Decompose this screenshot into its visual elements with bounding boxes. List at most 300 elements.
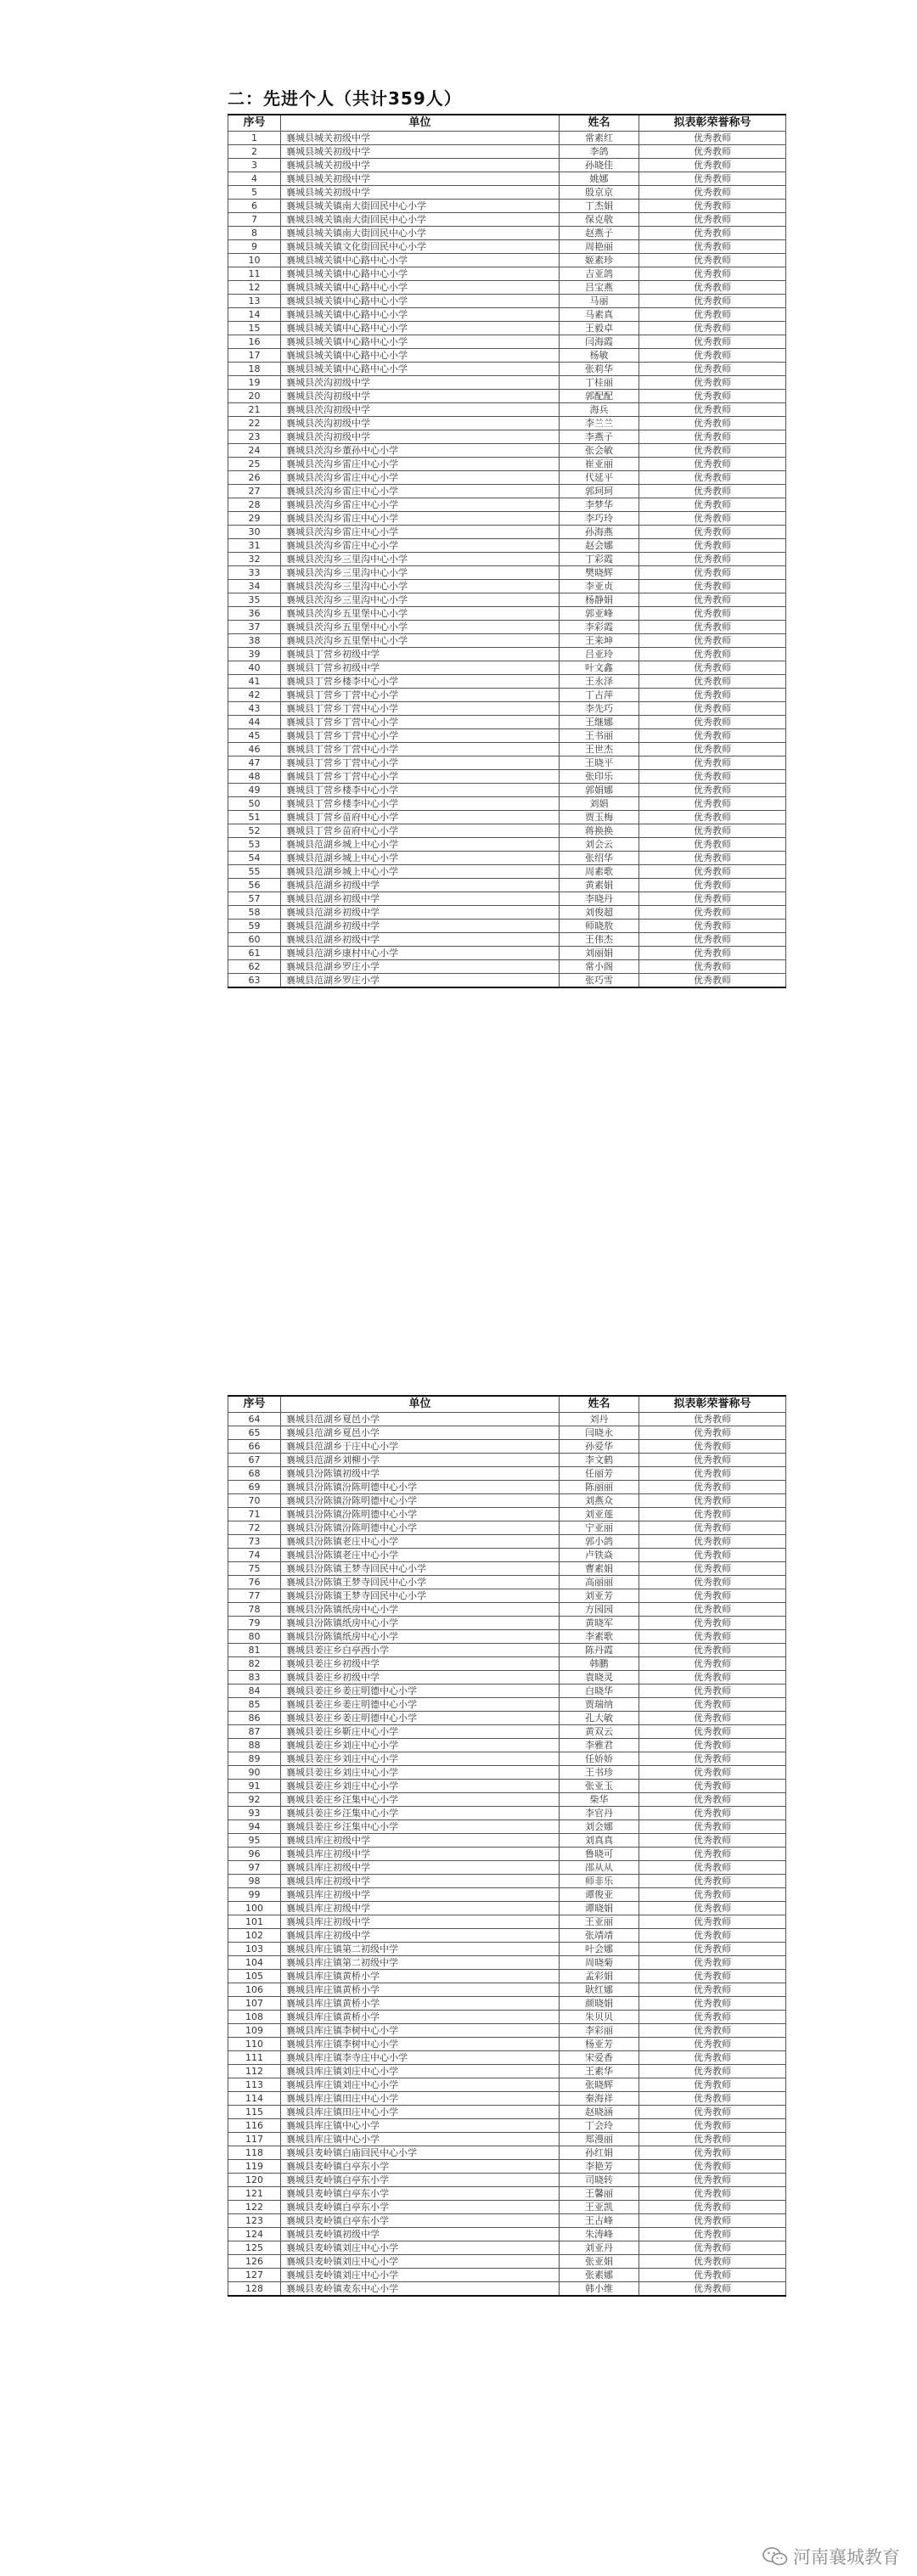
cell-index: 17 [228, 349, 281, 363]
cell-name: 郭亚峰 [560, 607, 639, 621]
cell-index: 30 [228, 526, 281, 539]
table-row [228, 1521, 786, 1535]
cell-honor: 优秀教师 [639, 213, 786, 227]
cell-honor: 优秀教师 [639, 1902, 786, 1915]
cell-unit: 襄城县丁营乡丁营中心小学 [281, 756, 560, 770]
cell-name: 贾玉梅 [560, 811, 639, 824]
cell-honor: 优秀教师 [639, 756, 786, 770]
cell-honor: 优秀教师 [639, 580, 786, 593]
cell-name: 孟彩娟 [560, 1970, 639, 1983]
table-row [228, 756, 786, 770]
table-row [228, 308, 786, 322]
cell-unit: 襄城县库庄镇中心小学 [281, 2133, 560, 2146]
table-row [228, 1698, 786, 1712]
cell-index: 6 [228, 200, 281, 213]
cell-index: 62 [228, 960, 281, 974]
table-row [228, 1725, 786, 1739]
table-row [228, 213, 786, 227]
cell-unit: 襄城县茨沟初级中学 [281, 376, 560, 390]
cell-honor: 优秀教师 [639, 363, 786, 376]
table-row [228, 1875, 786, 1888]
cell-unit: 襄城县城关镇南大街回民中心小学 [281, 213, 560, 227]
cell-index: 90 [228, 1766, 281, 1780]
cell-unit: 襄城县库庄镇第二初级中学 [281, 1956, 560, 1970]
cell-name: 李兰兰 [560, 417, 639, 430]
cell-honor: 优秀教师 [639, 132, 786, 145]
cell-name: 袁晓灵 [560, 1671, 639, 1685]
cell-name: 陈丹霞 [560, 1644, 639, 1657]
cell-index: 22 [228, 417, 281, 430]
cell-name: 朱贝贝 [560, 2011, 639, 2024]
cell-unit: 襄城县姜庄乡刘庄中心小学 [281, 1739, 560, 1752]
cell-name: 保克敬 [560, 213, 639, 227]
table-row [228, 1426, 786, 1440]
cell-honor: 优秀教师 [639, 1617, 786, 1630]
cell-unit: 襄城县库庄镇黄桥小学 [281, 1997, 560, 2011]
cell-index: 89 [228, 1752, 281, 1766]
cell-index: 28 [228, 498, 281, 512]
col-header-unit: 单位 [281, 115, 560, 132]
table-row [228, 335, 786, 349]
cell-name: 常素红 [560, 132, 639, 145]
table-row [228, 2065, 786, 2078]
cell-honor: 优秀教师 [639, 1929, 786, 1943]
cell-name: 王永泽 [560, 675, 639, 689]
cell-honor: 优秀教师 [639, 947, 786, 960]
cell-unit: 襄城县城关镇中心路中心小学 [281, 322, 560, 335]
cell-name: 叶会娜 [560, 1943, 639, 1956]
cell-index: 97 [228, 1861, 281, 1875]
cell-honor: 优秀教师 [639, 2160, 786, 2174]
cell-honor: 优秀教师 [639, 1494, 786, 1508]
cell-index: 40 [228, 661, 281, 675]
cell-index: 36 [228, 607, 281, 621]
cell-index: 102 [228, 1929, 281, 1943]
cell-unit: 襄城县范湖乡康村中心小学 [281, 947, 560, 960]
cell-honor: 优秀教师 [639, 675, 786, 689]
cell-name: 闫海霞 [560, 335, 639, 349]
table-row [228, 1712, 786, 1725]
cell-index: 11 [228, 267, 281, 281]
table-row [228, 417, 786, 430]
cell-index: 75 [228, 1562, 281, 1576]
cell-honor: 优秀教师 [639, 634, 786, 648]
cell-index: 9 [228, 240, 281, 254]
cell-name: 王伟杰 [560, 933, 639, 947]
cell-honor: 优秀教师 [639, 960, 786, 974]
cell-unit: 襄城县茨沟初级中学 [281, 403, 560, 417]
table-row [228, 1644, 786, 1657]
table-row [228, 1739, 786, 1752]
cell-name: 海兵 [560, 403, 639, 417]
cell-honor: 优秀教师 [639, 2065, 786, 2078]
table-row [228, 267, 786, 281]
cell-honor: 优秀教师 [639, 1521, 786, 1535]
table-row [228, 648, 786, 661]
cell-index: 20 [228, 390, 281, 403]
cell-honor: 优秀教师 [639, 2201, 786, 2214]
section-title: 二：先进个人（共计359人） [228, 88, 462, 109]
cell-honor: 优秀教师 [639, 1739, 786, 1752]
cell-index: 43 [228, 702, 281, 716]
cell-index: 113 [228, 2078, 281, 2092]
cell-honor: 优秀教师 [639, 349, 786, 363]
cell-index: 110 [228, 2038, 281, 2051]
cell-index: 93 [228, 1807, 281, 1820]
cell-unit: 襄城县茨沟乡五里堡中心小学 [281, 634, 560, 648]
cell-honor: 优秀教师 [639, 838, 786, 852]
cell-index: 41 [228, 675, 281, 689]
table-row [228, 1929, 786, 1943]
cell-honor: 优秀教师 [639, 1983, 786, 1997]
cell-unit: 襄城县麦岭镇刘庄中心小学 [281, 2255, 560, 2269]
cell-index: 57 [228, 892, 281, 906]
table-row [228, 1671, 786, 1685]
cell-honor: 优秀教师 [639, 227, 786, 240]
cell-honor: 优秀教师 [639, 2092, 786, 2106]
cell-index: 80 [228, 1630, 281, 1644]
cell-honor: 优秀教师 [639, 2011, 786, 2024]
table-row [228, 2228, 786, 2241]
cell-name: 刘会云 [560, 838, 639, 852]
cell-unit: 襄城县库庄镇李树中心小学 [281, 2038, 560, 2051]
cell-name: 任丽芳 [560, 1467, 639, 1481]
table-row [228, 1793, 786, 1807]
cell-honor: 优秀教师 [639, 729, 786, 743]
cell-honor: 优秀教师 [639, 2269, 786, 2282]
cell-unit: 襄城县汾陈镇初级中学 [281, 1467, 560, 1481]
cell-unit: 襄城县茨沟乡三里沟中心小学 [281, 553, 560, 566]
table-row [228, 498, 786, 512]
cell-unit: 襄城县城关镇中心路中心小学 [281, 335, 560, 349]
cell-index: 114 [228, 2092, 281, 2106]
cell-unit: 襄城县范湖乡城上中心小学 [281, 865, 560, 879]
cell-unit: 襄城县姜庄乡刘庄中心小学 [281, 1780, 560, 1793]
cell-name: 颜晓娟 [560, 1997, 639, 2011]
cell-name: 杨亚芳 [560, 2038, 639, 2051]
cell-honor: 优秀教师 [639, 1440, 786, 1454]
cell-honor: 优秀教师 [639, 485, 786, 498]
cell-honor: 优秀教师 [639, 1508, 786, 1521]
table-row [228, 2146, 786, 2160]
table-row [228, 566, 786, 580]
cell-name: 杨敏 [560, 349, 639, 363]
cell-honor: 优秀教师 [639, 1725, 786, 1739]
cell-index: 26 [228, 471, 281, 485]
table-row [228, 1508, 786, 1521]
cell-unit: 襄城县姜庄乡姜庄明德中心小学 [281, 1698, 560, 1712]
cell-index: 91 [228, 1780, 281, 1793]
cell-name: 赵燕子 [560, 227, 639, 240]
cell-name: 王书珍 [560, 1766, 639, 1780]
cell-index: 123 [228, 2214, 281, 2228]
cell-honor: 优秀教师 [639, 2106, 786, 2119]
wechat-icon [762, 2546, 788, 2567]
table-row [228, 254, 786, 267]
cell-honor: 优秀教师 [639, 797, 786, 811]
cell-honor: 优秀教师 [639, 892, 786, 906]
table-row [228, 661, 786, 675]
cell-index: 105 [228, 1970, 281, 1983]
cell-honor: 优秀教师 [639, 1780, 786, 1793]
cell-honor: 优秀教师 [639, 1834, 786, 1848]
cell-unit: 襄城县麦岭镇白亭东小学 [281, 2187, 560, 2201]
cell-unit: 襄城县城关初级中学 [281, 172, 560, 186]
table-row [228, 892, 786, 906]
cell-name: 李梦华 [560, 498, 639, 512]
cell-index: 77 [228, 1589, 281, 1603]
cell-name: 赵晓涵 [560, 2106, 639, 2119]
cell-honor: 优秀教师 [639, 444, 786, 458]
cell-index: 16 [228, 335, 281, 349]
table-row [228, 2106, 786, 2119]
col-header-name: 姓名 [560, 115, 639, 132]
cell-honor: 优秀教师 [639, 2174, 786, 2187]
table-row [228, 607, 786, 621]
cell-unit: 襄城县姜庄乡汪集中心小学 [281, 1807, 560, 1820]
table-row [228, 145, 786, 159]
table-row [228, 1983, 786, 1997]
cell-unit: 襄城县库庄初级中学 [281, 1834, 560, 1848]
table-row [228, 1766, 786, 1780]
cell-honor: 优秀教师 [639, 1413, 786, 1426]
cell-unit: 襄城县汾陈镇汾陈明德中心小学 [281, 1521, 560, 1535]
cell-index: 45 [228, 729, 281, 743]
cell-unit: 襄城县茨沟乡雷庄中心小学 [281, 458, 560, 471]
cell-index: 124 [228, 2228, 281, 2241]
table-row [228, 593, 786, 607]
cell-index: 55 [228, 865, 281, 879]
cell-index: 61 [228, 947, 281, 960]
cell-honor: 优秀教师 [639, 933, 786, 947]
cell-name: 姚娜 [560, 172, 639, 186]
cell-unit: 襄城县库庄镇田庄中心小学 [281, 2092, 560, 2106]
cell-honor: 优秀教师 [639, 1671, 786, 1685]
cell-unit: 襄城县城关镇文化街回民中心小学 [281, 240, 560, 254]
table-row [228, 824, 786, 838]
cell-index: 95 [228, 1834, 281, 1848]
cell-honor: 优秀教师 [639, 145, 786, 159]
cell-honor: 优秀教师 [639, 1698, 786, 1712]
cell-unit: 襄城县城关初级中学 [281, 159, 560, 172]
cell-name: 王占峰 [560, 2214, 639, 2228]
cell-index: 51 [228, 811, 281, 824]
cell-index: 84 [228, 1685, 281, 1698]
cell-name: 王世杰 [560, 743, 639, 756]
cell-honor: 优秀教师 [639, 308, 786, 322]
cell-honor: 优秀教师 [639, 824, 786, 838]
cell-unit: 襄城县库庄初级中学 [281, 1861, 560, 1875]
cell-unit: 襄城县姜庄乡姜庄明德中心小学 [281, 1712, 560, 1725]
cell-honor: 优秀教师 [639, 1997, 786, 2011]
cell-index: 29 [228, 512, 281, 526]
cell-index: 49 [228, 784, 281, 797]
cell-name: 刘亚芳 [560, 1589, 639, 1603]
cell-honor: 优秀教师 [639, 281, 786, 295]
table-row [228, 797, 786, 811]
cell-index: 111 [228, 2051, 281, 2065]
cell-name: 曹素娟 [560, 1562, 639, 1576]
cell-index: 126 [228, 2255, 281, 2269]
cell-index: 78 [228, 1603, 281, 1617]
cell-honor: 优秀教师 [639, 2038, 786, 2051]
cell-index: 94 [228, 1820, 281, 1834]
cell-unit: 襄城县库庄镇刘庄中心小学 [281, 2065, 560, 2078]
cell-unit: 襄城县范湖乡罗庄小学 [281, 960, 560, 974]
table-row [228, 526, 786, 539]
table-row [228, 485, 786, 498]
cell-unit: 襄城县丁营乡丁营中心小学 [281, 702, 560, 716]
cell-index: 69 [228, 1481, 281, 1494]
cell-honor: 优秀教师 [639, 1657, 786, 1671]
cell-honor: 优秀教师 [639, 458, 786, 471]
cell-name: 崔亚丽 [560, 458, 639, 471]
table-row [228, 2269, 786, 2282]
cell-unit: 襄城县城关镇中心路中心小学 [281, 254, 560, 267]
cell-index: 32 [228, 553, 281, 566]
cell-name: 殷京京 [560, 186, 639, 200]
honoree-table-2 [228, 1395, 786, 2297]
cell-unit: 襄城县汾陈镇纸房中心小学 [281, 1617, 560, 1630]
cell-name: 刘丹 [560, 1413, 639, 1426]
cell-name: 韩鹏 [560, 1657, 639, 1671]
cell-index: 42 [228, 689, 281, 702]
cell-honor: 优秀教师 [639, 1752, 786, 1766]
cell-unit: 襄城县库庄镇李寺庄中心小学 [281, 2051, 560, 2065]
cell-honor: 优秀教师 [639, 322, 786, 335]
table-row [228, 390, 786, 403]
cell-name: 孙红娟 [560, 2146, 639, 2160]
cell-index: 119 [228, 2160, 281, 2174]
cell-index: 27 [228, 485, 281, 498]
cell-index: 25 [228, 458, 281, 471]
cell-name: 王毅卓 [560, 322, 639, 335]
cell-name: 王书丽 [560, 729, 639, 743]
table-row [228, 281, 786, 295]
cell-unit: 襄城县库庄镇黄桥小学 [281, 1970, 560, 1983]
table-row [228, 2078, 786, 2092]
cell-unit: 襄城县丁营乡初级中学 [281, 661, 560, 675]
cell-name: 孙海燕 [560, 526, 639, 539]
cell-index: 5 [228, 186, 281, 200]
cell-unit: 襄城县范湖乡于庄中心小学 [281, 1440, 560, 1454]
cell-honor: 优秀教师 [639, 498, 786, 512]
cell-unit: 襄城县范湖乡初级中学 [281, 879, 560, 892]
cell-index: 13 [228, 295, 281, 308]
cell-unit: 襄城县麦岭镇白亭东小学 [281, 2214, 560, 2228]
table-row [228, 1943, 786, 1956]
cell-honor: 优秀教师 [639, 879, 786, 892]
cell-name: 王来坤 [560, 634, 639, 648]
cell-name: 代延平 [560, 471, 639, 485]
cell-honor: 优秀教师 [639, 1807, 786, 1820]
cell-name: 陈丽丽 [560, 1481, 639, 1494]
table-row [228, 1562, 786, 1576]
table-row [228, 1549, 786, 1562]
cell-name: 常小阁 [560, 960, 639, 974]
cell-unit: 襄城县丁营乡楼李中心小学 [281, 784, 560, 797]
cell-index: 120 [228, 2174, 281, 2187]
table-row [228, 947, 786, 960]
cell-index: 68 [228, 1467, 281, 1481]
cell-name: 耿红娜 [560, 1983, 639, 1997]
table-row [228, 1820, 786, 1834]
table-row [228, 512, 786, 526]
cell-honor: 优秀教师 [639, 1467, 786, 1481]
cell-name: 李彩霞 [560, 621, 639, 634]
cell-unit: 襄城县汾陈镇王梦寺回民中心小学 [281, 1576, 560, 1589]
cell-unit: 襄城县城关镇中心路中心小学 [281, 267, 560, 281]
cell-honor: 优秀教师 [639, 539, 786, 553]
table-row [228, 2174, 786, 2187]
cell-honor: 优秀教师 [639, 702, 786, 716]
cell-name: 郭珂珂 [560, 485, 639, 498]
cell-name: 郑漫丽 [560, 2133, 639, 2146]
cell-name: 刘娟 [560, 797, 639, 811]
cell-name: 邵从从 [560, 1861, 639, 1875]
table-row [228, 1915, 786, 1929]
col-header-index: 序号 [228, 115, 281, 132]
cell-honor: 优秀教师 [639, 430, 786, 444]
cell-index: 23 [228, 430, 281, 444]
table-row [228, 702, 786, 716]
table-row [228, 1454, 786, 1467]
cell-name: 张莉华 [560, 363, 639, 376]
cell-name: 姬素珍 [560, 254, 639, 267]
cell-unit: 襄城县茨沟乡雷庄中心小学 [281, 471, 560, 485]
cell-name: 吕亚玲 [560, 648, 639, 661]
table-row [228, 634, 786, 648]
cell-honor: 优秀教师 [639, 390, 786, 403]
cell-honor: 优秀教师 [639, 811, 786, 824]
table-row [228, 1861, 786, 1875]
cell-unit: 襄城县麦岭镇刘庄中心小学 [281, 2269, 560, 2282]
cell-unit: 襄城县库庄镇黄桥小学 [281, 2011, 560, 2024]
cell-index: 4 [228, 172, 281, 186]
cell-unit: 襄城县城关镇南大街回民中心小学 [281, 227, 560, 240]
table-row [228, 1888, 786, 1902]
cell-name: 王继娜 [560, 716, 639, 729]
cell-index: 72 [228, 1521, 281, 1535]
table-row [228, 784, 786, 797]
cell-index: 59 [228, 920, 281, 933]
cell-honor: 优秀教师 [639, 974, 786, 988]
cell-index: 122 [228, 2201, 281, 2214]
cell-index: 125 [228, 2241, 281, 2255]
table-row [228, 430, 786, 444]
cell-honor: 优秀教师 [639, 1481, 786, 1494]
cell-honor: 优秀教师 [639, 1970, 786, 1983]
cell-honor: 优秀教师 [639, 2228, 786, 2241]
cell-honor: 优秀教师 [639, 1848, 786, 1861]
cell-name: 张靖靖 [560, 1929, 639, 1943]
cell-unit: 襄城县茨沟初级中学 [281, 417, 560, 430]
cell-unit: 襄城县茨沟乡雷庄中心小学 [281, 485, 560, 498]
cell-honor: 优秀教师 [639, 2214, 786, 2228]
cell-name: 李亚贞 [560, 580, 639, 593]
cell-unit: 襄城县库庄初级中学 [281, 1929, 560, 1943]
cell-unit: 襄城县城关镇南大街回民中心小学 [281, 200, 560, 213]
cell-index: 3 [228, 159, 281, 172]
cell-honor: 优秀教师 [639, 2146, 786, 2160]
table-row [228, 1807, 786, 1820]
cell-name: 李雅君 [560, 1739, 639, 1752]
cell-unit: 襄城县库庄镇田庄中心小学 [281, 2106, 560, 2119]
cell-unit: 襄城县范湖乡初级中学 [281, 906, 560, 920]
table-row [228, 322, 786, 335]
table-row [228, 1902, 786, 1915]
cell-unit: 襄城县丁营乡苗府中心小学 [281, 811, 560, 824]
